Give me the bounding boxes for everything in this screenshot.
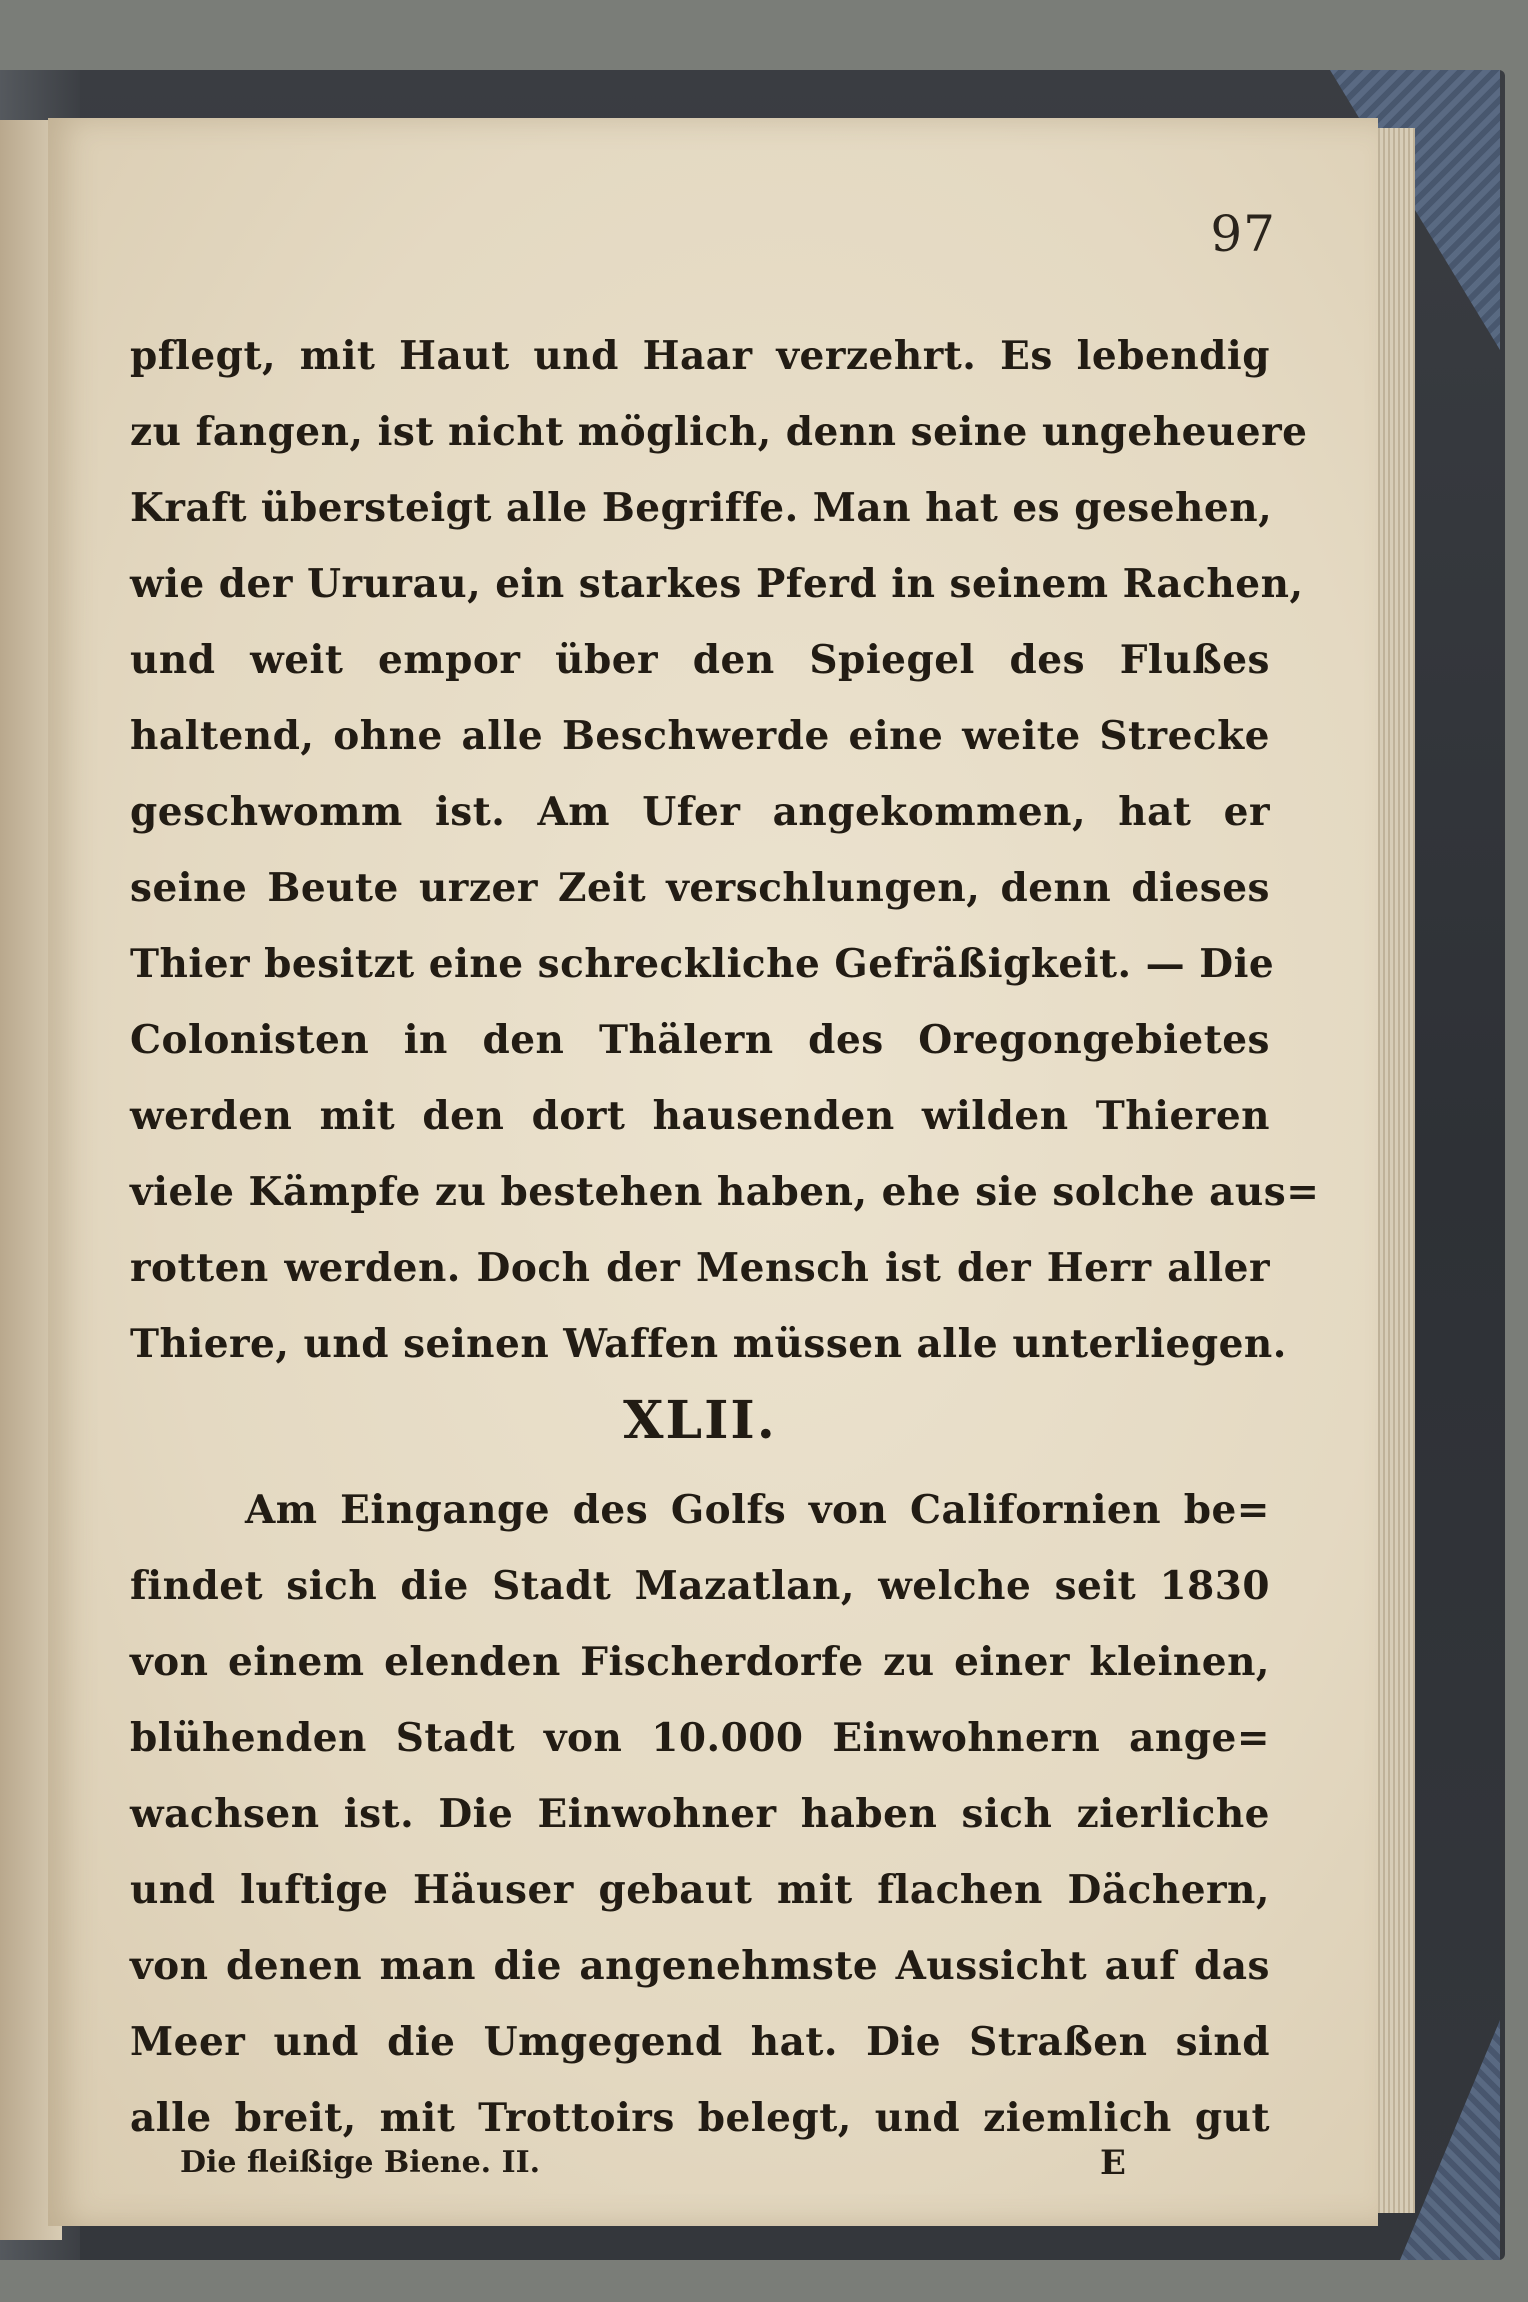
text-line: geschwomm ist. Am Ufer angekommen, hat er [130,789,1270,835]
text-line: Kraft übersteigt alle Begriffe. Man hat es gesehen, [130,485,1273,531]
signature-mark: E [1100,2143,1126,2183]
text-line: von einem elenden Fischerdorfe zu einer kleinen, [130,1639,1270,1685]
text-line: Meer und die Umgegend hat. Die Straßen sind [130,2019,1270,2065]
text-line: pflegt, mit Haut und Haar verzehrt. Es lebendig [130,333,1270,379]
text-line: wie der Ururau, ein starkes Pferd in seinem Rachen, [130,561,1304,607]
text-line: seine Beute urzer Zeit verschlungen, denn dieses [130,865,1270,911]
text-line: wachsen ist. Die Einwohner haben sich zierliche [130,1791,1270,1837]
text-line: viele Kämpfe zu bestehen haben, ehe sie solche aus= [130,1169,1320,1215]
text-line: findet sich die Stadt Mazatlan, welche seit 1830 [130,1563,1270,1609]
text-line: und weit empor über den Spiegel des Flußes [130,637,1270,683]
running-title: Die fleißige Biene. II. [180,2145,541,2180]
text-line: rotten werden. Doch der Mensch ist der Herr aller [130,1245,1270,1291]
text-line: werden mit den dort hausenden wilden Thieren [130,1093,1270,1139]
text-line: von denen man die angenehmste Aussicht auf das [130,1943,1270,1989]
text-line: Am Eingange des Golfs von Californien be= [245,1487,1270,1533]
text-line: blühenden Stadt von 10.000 Einwohnern ange= [130,1715,1270,1761]
text-line: Thiere, und seinen Waffen müssen alle unterliegen. [130,1321,1287,1367]
section-title: XLII. [623,1390,777,1451]
text-line: alle breit, mit Trottoirs belegt, und ziemlich gut [130,2095,1270,2141]
page-footer [130,2138,1270,2188]
text-line: Colonisten in den Thälern des Oregongebietes [130,1017,1270,1063]
text-line: und luftige Häuser gebaut mit flachen Dächern, [130,1867,1270,1913]
text-line: Thier besitzt eine schreckliche Gefräßigkeit. — Die [130,941,1275,987]
page-number: 97 [1210,205,1276,263]
text-line: zu fangen, ist nicht möglich, denn seine ungeheuere [130,409,1308,455]
text-line: haltend, ohne alle Beschwerde eine weite Strecke [130,713,1270,759]
paragraph-1 [130,318,1320,1382]
paragraph-2 [130,1472,1270,2156]
